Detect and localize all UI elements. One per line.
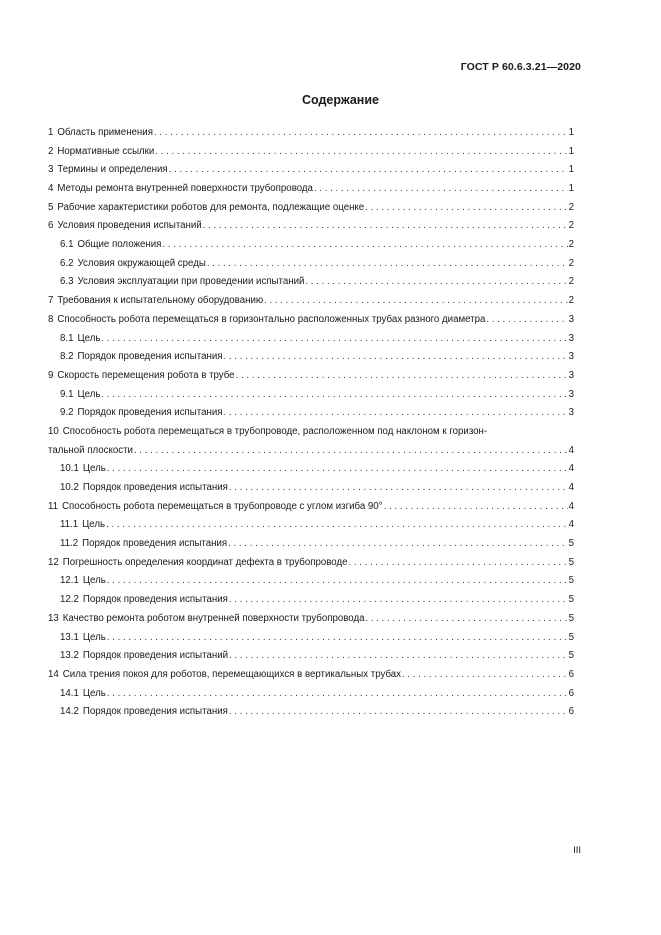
- toc-entry-number: 10.2: [60, 482, 79, 494]
- toc-entry-number: 11.2: [60, 538, 79, 550]
- toc-leader-dots: [314, 180, 568, 199]
- toc-entry-number: 12.1: [60, 575, 79, 587]
- toc-entry-page: 2: [568, 239, 574, 251]
- toc-entry[interactable]: [48, 666, 574, 685]
- toc-entry-text: [48, 554, 349, 573]
- toc-entry[interactable]: [48, 498, 574, 517]
- toc-entry-number: 12: [48, 556, 59, 568]
- toc-entry-text: [60, 273, 305, 292]
- toc-entry-number: 9.2: [60, 407, 74, 419]
- toc-leader-dots: [107, 460, 568, 479]
- toc-entry-number: 9: [48, 369, 54, 381]
- toc-entry-text: [48, 161, 169, 180]
- toc-entry-title: Цель: [77, 388, 101, 400]
- toc-entry-text: [48, 498, 384, 517]
- toc-leader-dots: [229, 703, 568, 722]
- toc-entry-text: [60, 535, 228, 554]
- toc-leader-dots: [229, 479, 568, 498]
- toc-entry-title: Условия эксплуатации при проведении испытаний: [77, 276, 305, 288]
- toc-entry-title: Условия окружающей среды: [77, 257, 206, 269]
- toc-entry-text: [48, 423, 488, 442]
- toc-entry-title: Качество ремонта роботом внутренней поверхности трубопровода: [62, 612, 365, 624]
- toc-entry-number: 6.1: [60, 239, 74, 251]
- toc-entry-text: [48, 292, 264, 311]
- toc-entry-text: [60, 404, 223, 423]
- toc-leader-dots: [162, 236, 567, 255]
- toc-leader-dots: [305, 273, 567, 292]
- toc-leader-dots: [236, 367, 568, 386]
- toc-entry-title: Порядок проведения испытания: [82, 594, 228, 606]
- toc-entry-text: [60, 647, 229, 666]
- toc-entry-number: 10.1: [60, 463, 79, 475]
- toc-entry[interactable]: [48, 591, 574, 610]
- toc-entry-title: Термины и определения: [57, 164, 168, 176]
- toc-entry[interactable]: [48, 217, 574, 236]
- toc-entry-title: Цель: [82, 687, 106, 699]
- toc-entry-page: 4: [568, 500, 574, 512]
- toc-entry-title: Порядок проведения испытания: [77, 407, 223, 419]
- page-title: Содержание: [301, 93, 379, 107]
- toc-leader-dots: [223, 348, 567, 367]
- toc-entry-text: [60, 386, 101, 405]
- toc-entry-text: [48, 217, 203, 236]
- toc-entry-number: 7: [48, 295, 54, 307]
- toc-entry[interactable]: [48, 404, 574, 423]
- toc-entry-title-continued: тальной плоскости: [48, 444, 133, 456]
- toc-entry-text: [48, 199, 365, 218]
- toc-entry[interactable]: [48, 348, 574, 367]
- toc-entry-page: 4: [568, 444, 574, 456]
- toc-entry-page: 6: [568, 706, 574, 718]
- toc-leader-dots: [366, 610, 568, 629]
- toc-entry[interactable]: [48, 255, 574, 274]
- toc-entry-text: [60, 330, 101, 349]
- toc-entry[interactable]: [48, 143, 574, 162]
- toc-entry-title: Методы ремонта внутренней поверхности трубопровода: [57, 183, 313, 195]
- toc-entry-number: 13.2: [60, 650, 79, 662]
- toc-entry[interactable]: [48, 180, 574, 199]
- toc-entry-title: Способность робота перемещаться в трубопроводе с углом изгиба 90°: [62, 500, 383, 512]
- toc-leader-dots: [154, 124, 568, 143]
- toc-entry-page: 6: [568, 687, 574, 699]
- toc-entry-title: Погрешность определения координат дефекта в трубопроводе: [62, 556, 348, 568]
- toc-entry-title: Нормативные ссылки: [57, 145, 155, 157]
- toc-entry[interactable]: [48, 292, 574, 311]
- toc-entry-title: Порядок проведения испытаний: [82, 650, 229, 662]
- toc-entry-page: 3: [568, 313, 574, 325]
- toc-leader-dots: [169, 161, 568, 180]
- toc-entry[interactable]: [48, 460, 574, 479]
- toc-entry-page: 5: [568, 556, 574, 568]
- toc-entry-title: Порядок проведения испытания: [82, 706, 228, 718]
- toc-entry-text: [48, 311, 486, 330]
- toc-entry-number: 3: [48, 164, 54, 176]
- toc-entry-title: Порядок проведения испытания: [82, 538, 228, 550]
- toc-entry-number: 4: [48, 183, 54, 195]
- toc-entry-number: 8.1: [60, 332, 74, 344]
- toc-entry-number: 14: [48, 668, 59, 680]
- toc-entry-number: 12.2: [60, 594, 79, 606]
- toc-entry[interactable]: [48, 629, 574, 648]
- toc-leader-dots: [365, 199, 567, 218]
- toc-leader-dots: [207, 255, 568, 274]
- toc-entry-title: Область применения: [57, 126, 153, 138]
- toc-leader-dots: [228, 535, 567, 554]
- toc-entry[interactable]: [48, 311, 574, 330]
- toc-leader-dots: [107, 629, 568, 648]
- toc-entry[interactable]: [48, 516, 574, 535]
- toc-entry-number: 13: [48, 612, 59, 624]
- toc-entry-text: [60, 685, 107, 704]
- toc-entry-page: 1: [568, 164, 574, 176]
- toc-leader-dots: [203, 217, 568, 236]
- toc-entry-page: 4: [568, 482, 574, 494]
- toc-entry-text: [48, 367, 236, 386]
- toc-entry-title: Требования к испытательному оборудованию: [57, 295, 264, 307]
- toc-entry-text: [60, 236, 162, 255]
- toc-entry-page: 3: [568, 332, 574, 344]
- toc-entry-number: 5: [48, 201, 54, 213]
- toc-entry-text: [60, 460, 107, 479]
- toc-entry[interactable]: [48, 535, 574, 554]
- toc-leader-dots: [106, 516, 568, 535]
- toc-entry[interactable]: [48, 330, 574, 349]
- toc-leader-dots: [134, 442, 568, 461]
- toc-entry-text: [60, 703, 229, 722]
- toc-entry-text: [60, 479, 229, 498]
- toc-entry[interactable]: [48, 554, 574, 573]
- toc-entry-text: [60, 572, 107, 591]
- toc-entry-title: Цель: [82, 463, 106, 475]
- toc-leader-dots: [155, 143, 567, 162]
- toc-leader-dots: [101, 330, 567, 349]
- toc-entry-title: Цель: [82, 575, 106, 587]
- toc-entry-text: [48, 143, 155, 162]
- toc-entry-page: 4: [568, 519, 574, 531]
- toc-entry-page: 3: [568, 351, 574, 363]
- toc-entry-text: [60, 629, 107, 648]
- toc-entry-number: 14.2: [60, 706, 79, 718]
- toc-entry-number: 9.1: [60, 388, 74, 400]
- toc-entry-page: 3: [568, 369, 574, 381]
- toc-entry[interactable]: [48, 573, 574, 592]
- toc-leader-dots: [264, 292, 567, 311]
- toc-entry-text: [60, 255, 207, 274]
- toc-entry-page: 3: [568, 407, 574, 419]
- toc-entry-number: 10: [48, 425, 59, 437]
- toc-entry[interactable]: [48, 367, 574, 386]
- toc-entry[interactable]: [48, 703, 574, 722]
- toc-entry[interactable]: [48, 610, 574, 629]
- toc-entry[interactable]: [48, 386, 574, 405]
- toc-entry-number: 11: [48, 500, 59, 512]
- toc-entry-text: [48, 610, 366, 629]
- toc-entry-title: Способность робота перемещаться в трубопроводе, расположенном под наклоном к горизон-: [62, 425, 488, 437]
- toc-entry-page: 5: [568, 650, 574, 662]
- toc-entry-number: 8: [48, 313, 54, 325]
- toc-entry-title: Цель: [77, 332, 101, 344]
- toc-entry-text: [60, 516, 106, 535]
- toc-entry-page: 5: [568, 612, 574, 624]
- toc-entry[interactable]: [48, 124, 574, 143]
- toc-entry[interactable]: [48, 423, 574, 442]
- toc-entry-number: 14.1: [60, 687, 79, 699]
- toc-entry-text: [48, 124, 154, 143]
- toc-entry[interactable]: [48, 161, 574, 180]
- toc-entry-number: 6.3: [60, 276, 74, 288]
- toc-entry[interactable]: [48, 685, 574, 704]
- toc-entry-title: Порядок проведения испытания: [82, 482, 228, 494]
- toc-entry-number: 6.2: [60, 257, 74, 269]
- toc-leader-dots: [107, 572, 568, 591]
- toc-entry-title: Цель: [82, 519, 106, 531]
- toc-entry-title: Способность робота перемещаться в горизонтально расположенных трубах разного диаметра: [57, 313, 486, 325]
- toc-entry-number: 6: [48, 220, 54, 232]
- toc-entry-page: 5: [568, 631, 574, 643]
- toc-entry-title: Общие положения: [77, 239, 162, 251]
- toc-leader-dots: [223, 404, 567, 423]
- toc-entry-title: Скорость перемещения робота в трубе: [57, 369, 235, 381]
- toc-entry-text: [60, 348, 223, 367]
- toc-entry-page: 1: [568, 126, 574, 138]
- table-of-contents: [48, 124, 574, 722]
- toc-entry-page: 5: [568, 538, 574, 550]
- toc-leader-dots: [402, 666, 568, 685]
- toc-entry[interactable]: [48, 236, 574, 255]
- toc-entry[interactable]: [48, 479, 574, 498]
- toc-leader-dots: [384, 498, 568, 517]
- toc-entry-title: Сила трения покоя для роботов, перемещающихся в вертикальных трубах: [62, 668, 402, 680]
- toc-entry-page: 5: [568, 575, 574, 587]
- toc-entry-title: Условия проведения испытаний: [57, 220, 202, 232]
- toc-entry-page: 2: [568, 295, 574, 307]
- toc-entry-text: [48, 666, 402, 685]
- toc-leader-dots: [349, 554, 568, 573]
- toc-entry-number: 11.1: [60, 519, 79, 531]
- toc-entry-page: 6: [568, 668, 574, 680]
- toc-entry-number: 13.1: [60, 631, 79, 643]
- toc-entry-title: Цель: [82, 631, 106, 643]
- document-code: ГОСТ Р 60.6.3.21—2020: [460, 61, 581, 73]
- toc-entry-text: [60, 591, 229, 610]
- toc-leader-dots: [229, 647, 568, 666]
- toc-entry[interactable]: [48, 647, 574, 666]
- toc-entry-page: 2: [568, 220, 574, 232]
- page-number: III: [573, 845, 581, 856]
- toc-leader-dots: [107, 685, 568, 704]
- toc-leader-dots: [101, 386, 567, 405]
- toc-leader-dots: [486, 311, 567, 330]
- toc-entry-continuation[interactable]: [48, 442, 574, 461]
- toc-entry[interactable]: [48, 199, 574, 218]
- toc-entry-page: 3: [568, 388, 574, 400]
- toc-entry-title: Порядок проведения испытания: [77, 351, 223, 363]
- toc-leader-dots: [229, 591, 568, 610]
- toc-entry-title: Рабочие характеристики роботов для ремонта, подлежащие оценке: [57, 201, 365, 213]
- toc-entry-page: 1: [568, 183, 574, 195]
- toc-entry-number: 8.2: [60, 351, 74, 363]
- toc-entry-page: 2: [568, 276, 574, 288]
- toc-entry[interactable]: [48, 274, 574, 293]
- toc-entry-text: [48, 180, 314, 199]
- toc-entry-page: 2: [568, 201, 574, 213]
- toc-entry-page: 5: [568, 594, 574, 606]
- toc-entry-page: 1: [568, 145, 574, 157]
- toc-entry-page: 2: [568, 257, 574, 269]
- toc-entry-number: 1: [48, 126, 54, 138]
- toc-entry-page: 4: [568, 463, 574, 475]
- toc-entry-number: 2: [48, 145, 54, 157]
